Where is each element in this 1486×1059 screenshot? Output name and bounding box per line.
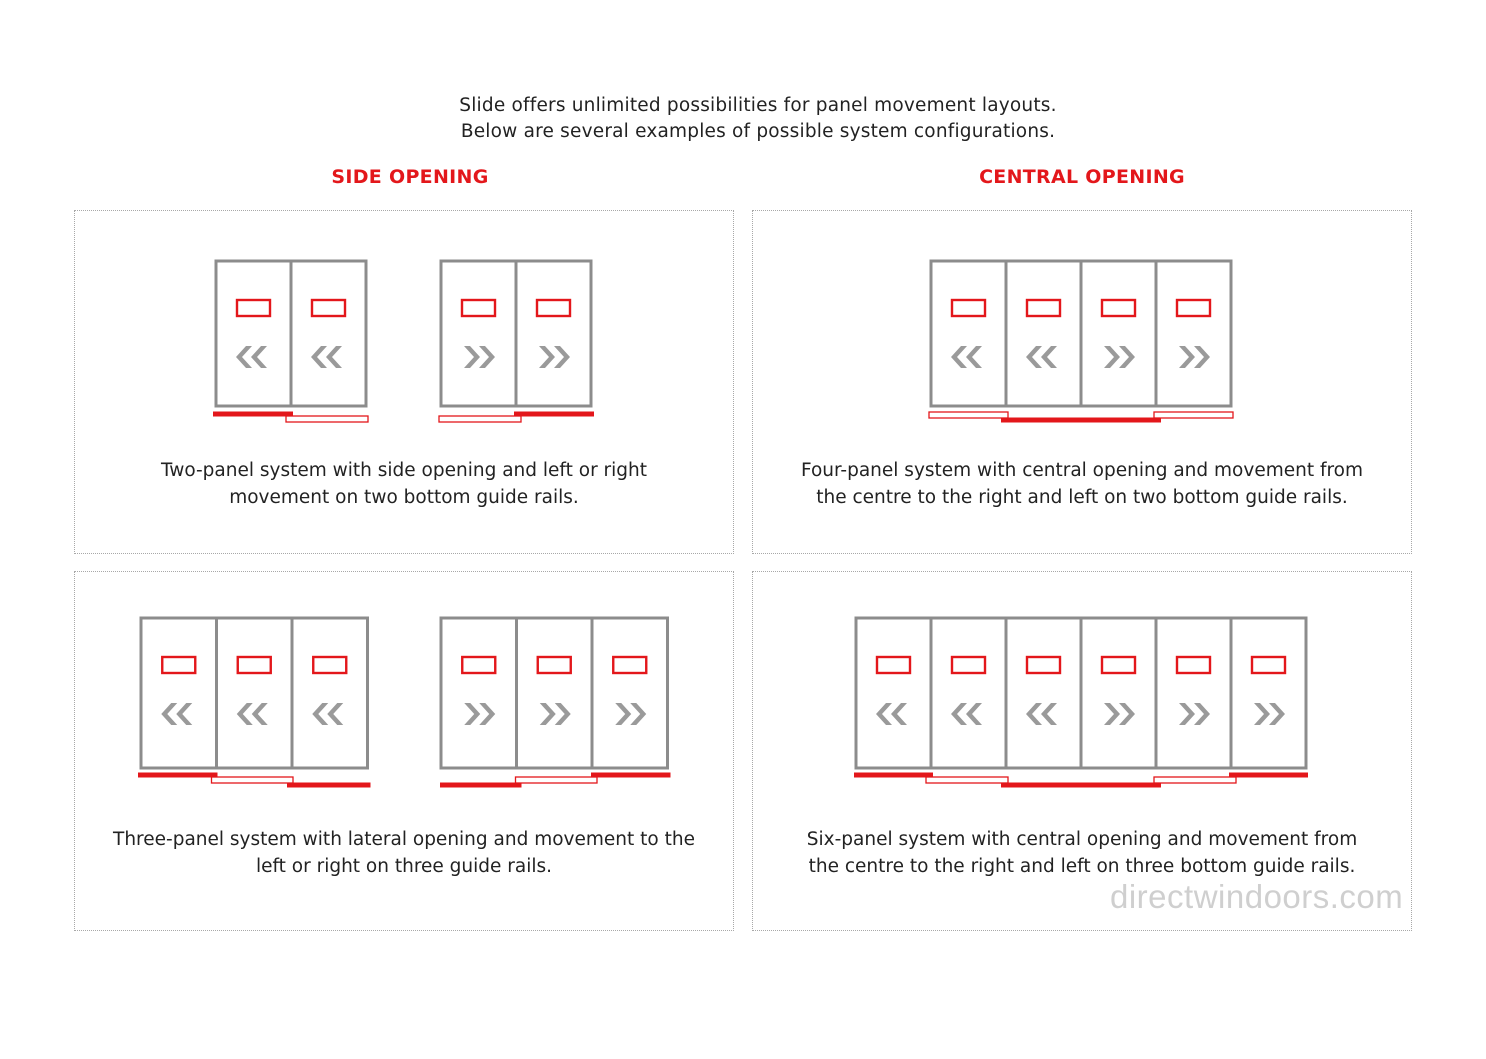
panel-frame <box>291 261 366 406</box>
chevron-icon <box>891 703 907 725</box>
guide-rail <box>926 777 1008 783</box>
handle-rectangle-icon <box>462 300 495 316</box>
handle-rectangle-icon <box>238 657 271 673</box>
guide-rail <box>439 416 521 422</box>
guide-rail <box>440 783 522 788</box>
panel-frame <box>516 261 591 406</box>
chevron-icon <box>1119 346 1135 368</box>
four-panel-caption-line-2: the centre to the right and left on two bottom guide rails. <box>816 487 1348 508</box>
panel-frame <box>592 618 668 768</box>
double-chevron-right-icon <box>1179 346 1210 368</box>
double-chevron-right-icon <box>1104 346 1135 368</box>
guide-rail <box>1229 773 1308 778</box>
panel-frame <box>1006 261 1081 406</box>
guide-rail <box>854 773 933 778</box>
guide-rails <box>439 412 594 423</box>
chevron-icon <box>326 346 342 368</box>
chevron-icon <box>554 346 570 368</box>
chevron-icon <box>1041 703 1057 725</box>
handle-rectangle-icon <box>952 657 985 673</box>
sliding-panel <box>516 261 591 406</box>
sliding-panel <box>291 261 366 406</box>
sliding-panel <box>1006 261 1081 406</box>
chevron-icon <box>1119 703 1135 725</box>
sliding-panel <box>1006 618 1081 768</box>
panel-frame <box>856 618 931 768</box>
chevron-icon <box>1026 346 1042 368</box>
double-chevron-left-icon <box>311 346 342 368</box>
chevron-icon <box>237 703 253 725</box>
chevron-icon <box>311 346 327 368</box>
guide-rail <box>1154 412 1233 418</box>
handle-rectangle-icon <box>1027 300 1060 316</box>
panel-frame <box>441 618 517 768</box>
guide-rail <box>514 412 594 417</box>
chevron-icon <box>1269 703 1285 725</box>
chevron-icon <box>1194 346 1210 368</box>
chevron-icon <box>251 346 267 368</box>
six-panel-central-diagram <box>854 618 1308 788</box>
chevron-icon <box>161 703 177 725</box>
panel-frame <box>1156 618 1231 768</box>
three-panel-right-diagram <box>440 618 671 788</box>
guide-rail <box>213 412 293 417</box>
double-chevron-left-icon <box>1026 346 1057 368</box>
guide-rail <box>929 412 1008 418</box>
chevron-icon <box>966 703 982 725</box>
two-panel-left-diagram <box>213 261 368 422</box>
chevron-icon <box>951 703 967 725</box>
handle-rectangle-icon <box>1027 657 1060 673</box>
double-chevron-left-icon <box>312 703 343 725</box>
panel-frame <box>1081 261 1156 406</box>
chevron-icon <box>464 703 480 725</box>
chevron-icon <box>176 703 192 725</box>
guide-rail <box>1001 783 1161 788</box>
three-panel-caption-line-1: Three-panel system with lateral opening and movement to the <box>113 829 695 850</box>
handle-rectangle-icon <box>1177 300 1210 316</box>
chevron-icon <box>540 703 556 725</box>
guide-rail <box>286 416 368 422</box>
chevron-icon <box>464 346 480 368</box>
double-chevron-right-icon <box>539 346 570 368</box>
handle-rectangle-icon <box>952 300 985 316</box>
sliding-panel <box>1156 618 1231 768</box>
handle-rectangle-icon <box>1177 657 1210 673</box>
sliding-panel <box>292 618 368 768</box>
chevron-icon <box>555 703 571 725</box>
double-chevron-right-icon <box>464 346 495 368</box>
panel-frame <box>292 618 368 768</box>
chevron-icon <box>630 703 646 725</box>
sliding-panel <box>517 618 593 768</box>
sliding-panel <box>1081 261 1156 406</box>
panel-frame <box>1006 618 1081 768</box>
sliding-panel <box>216 261 291 406</box>
double-chevron-right-icon <box>464 703 495 725</box>
three-panel-left-diagram <box>138 618 371 788</box>
two-panel-right-diagram <box>439 261 594 422</box>
handle-rectangle-icon <box>537 300 570 316</box>
watermark: directwindoors.com <box>1110 878 1404 915</box>
handle-rectangle-icon <box>1102 300 1135 316</box>
handle-rectangle-icon <box>538 657 571 673</box>
sliding-panel <box>931 618 1006 768</box>
handle-rectangle-icon <box>462 657 495 673</box>
four-panel-central-diagram <box>929 261 1233 423</box>
two-panel-caption-line-2: movement on two bottom guide rails. <box>229 487 579 508</box>
chevron-icon <box>1194 703 1210 725</box>
chevron-icon <box>1104 703 1120 725</box>
central-opening-heading: CENTRAL OPENING <box>979 166 1185 188</box>
double-chevron-right-icon <box>1254 703 1285 725</box>
guide-rails <box>929 412 1233 423</box>
four-panel-caption-line-1: Four-panel system with central opening and movement from <box>800 460 1364 481</box>
guide-rails <box>213 412 368 423</box>
chevron-icon <box>1179 703 1195 725</box>
chevron-icon <box>312 703 328 725</box>
chevron-icon <box>1041 346 1057 368</box>
chevron-icon <box>539 346 555 368</box>
sliding-panel <box>441 261 516 406</box>
double-chevron-right-icon <box>1104 703 1135 725</box>
guide-rail <box>516 777 598 783</box>
double-chevron-right-icon <box>540 703 571 725</box>
panel-frame <box>441 261 516 406</box>
panel-frame <box>1231 618 1306 768</box>
sliding-panel <box>1081 618 1156 768</box>
chevron-icon <box>1026 703 1042 725</box>
chevron-icon <box>327 703 343 725</box>
chevron-icon <box>479 703 495 725</box>
handle-rectangle-icon <box>877 657 910 673</box>
double-chevron-left-icon <box>876 703 907 725</box>
handle-rectangle-icon <box>237 300 270 316</box>
sliding-panel <box>441 618 517 768</box>
chevron-icon <box>252 703 268 725</box>
double-chevron-right-icon <box>615 703 646 725</box>
sliding-panel <box>1231 618 1306 768</box>
intro-line-1: Slide offers unlimited possibilities for panel movement layouts. <box>459 95 1057 116</box>
double-chevron-left-icon <box>161 703 192 725</box>
sliding-panel <box>141 618 217 768</box>
panel-frame <box>217 618 293 768</box>
chevron-icon <box>236 346 252 368</box>
sliding-panel <box>1156 261 1231 406</box>
handle-rectangle-icon <box>1102 657 1135 673</box>
panel-frame <box>216 261 291 406</box>
guide-rails <box>440 773 671 788</box>
guide-rail <box>1001 418 1161 423</box>
panel-frame <box>1081 618 1156 768</box>
handle-rectangle-icon <box>312 300 345 316</box>
handle-rectangle-icon <box>1252 657 1285 673</box>
chevron-icon <box>966 346 982 368</box>
sliding-panel <box>931 261 1006 406</box>
guide-rails <box>138 773 371 788</box>
panel-frame <box>931 618 1006 768</box>
panel-frame <box>1156 261 1231 406</box>
six-panel-caption-line-1: Six-panel system with central opening and movement from <box>806 829 1358 850</box>
guide-rail <box>287 783 371 788</box>
sliding-panel <box>856 618 931 768</box>
chevron-icon <box>876 703 892 725</box>
three-panel-caption-line-2: left or right on three guide rails. <box>255 856 553 877</box>
double-chevron-left-icon <box>1026 703 1057 725</box>
handle-rectangle-icon <box>162 657 195 673</box>
guide-rail <box>1154 777 1236 783</box>
sliding-panel <box>217 618 293 768</box>
intro-line-2: Below are several examples of possible system configurations. <box>460 121 1056 142</box>
handle-rectangle-icon <box>313 657 346 673</box>
chevron-icon <box>1104 346 1120 368</box>
chevron-icon <box>1254 703 1270 725</box>
panel-frame <box>931 261 1006 406</box>
guide-rail <box>138 773 218 778</box>
panel-frame <box>141 618 217 768</box>
two-panel-caption-line-1: Two-panel system with side opening and left or right <box>160 460 648 481</box>
chevron-icon <box>615 703 631 725</box>
double-chevron-left-icon <box>951 703 982 725</box>
panel-frame <box>517 618 593 768</box>
guide-rails <box>854 773 1308 788</box>
chevron-icon <box>479 346 495 368</box>
guide-rail <box>212 777 294 783</box>
side-opening-heading: SIDE OPENING <box>331 166 489 188</box>
handle-rectangle-icon <box>613 657 646 673</box>
six-panel-caption-line-2: the centre to the right and left on three bottom guide rails. <box>808 856 1356 877</box>
double-chevron-left-icon <box>236 346 267 368</box>
double-chevron-right-icon <box>1179 703 1210 725</box>
double-chevron-left-icon <box>951 346 982 368</box>
sliding-panel <box>592 618 668 768</box>
double-chevron-left-icon <box>237 703 268 725</box>
guide-rail <box>591 773 671 778</box>
chevron-icon <box>951 346 967 368</box>
chevron-icon <box>1179 346 1195 368</box>
